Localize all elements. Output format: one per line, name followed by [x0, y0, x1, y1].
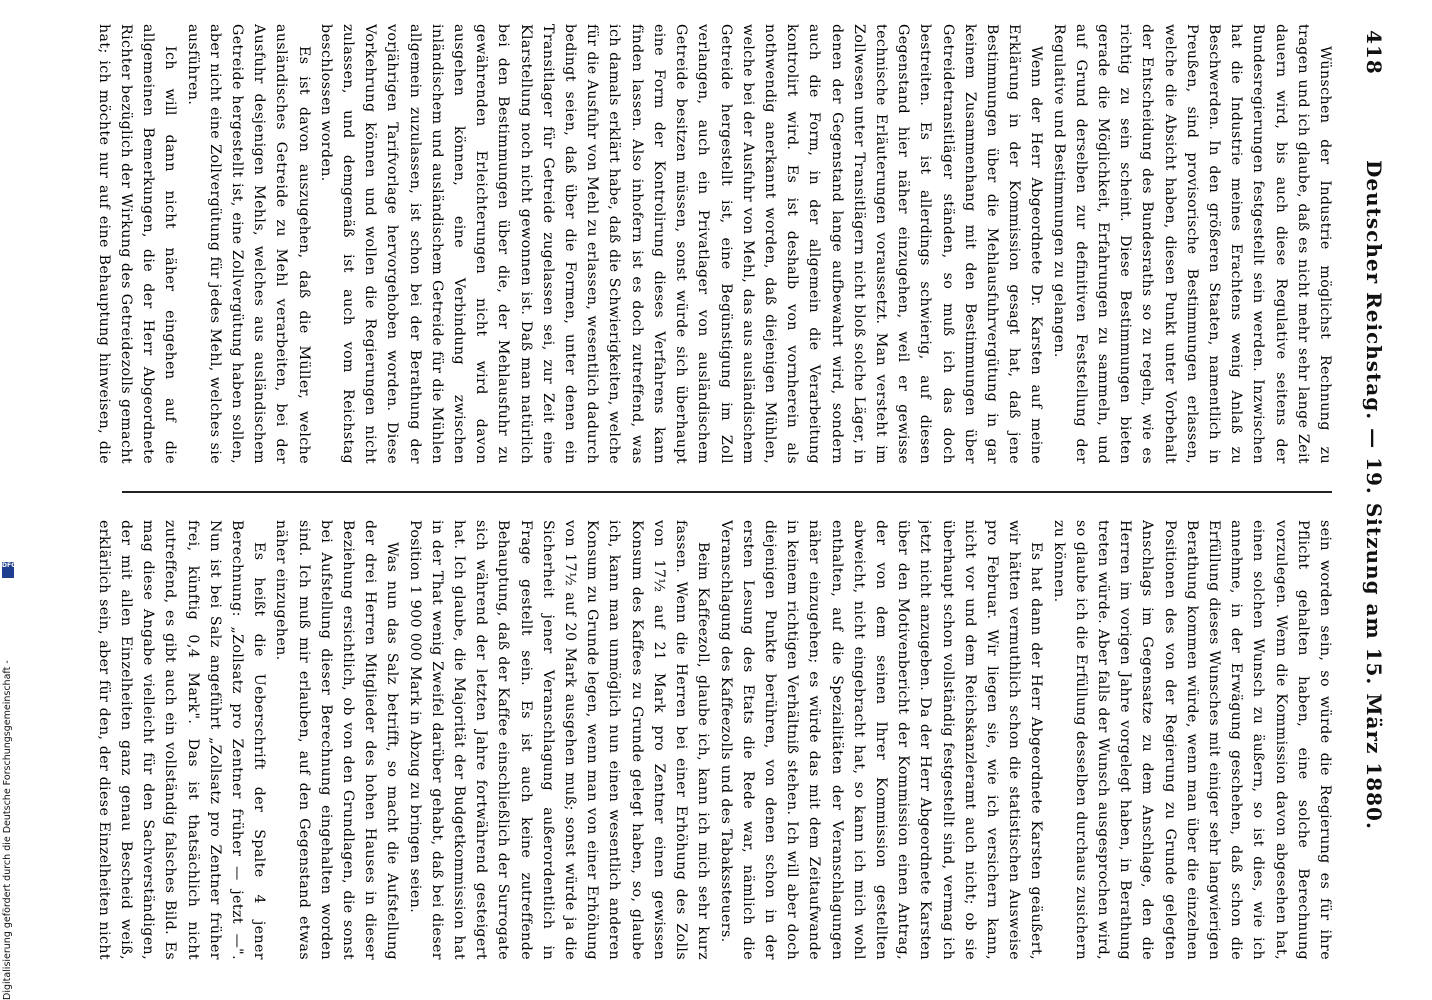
right-column	[96, 520, 1336, 960]
page-header	[1352, 30, 1392, 960]
paragraph: Was nun das Salz betrifft, so macht die Aufstellung der drei Herren Mitglieder des hohen Hauses in dieser Beziehung ersichtlich, ob von den Grundlagen, die sonst bei Aufstellung dieser Berechnung eingehalten worden sind. Ich muß mir erlauben, auf den Gegenstand etwas näher einzugehen.	[273, 520, 401, 960]
paragraph: Es ist davon auszugehen, daß die Müller, welche ausländisches Getreide zu Mehl verarbeiten, bei der Ausfuhr desjenigen Mehls, welches aus ausländischem Getreide hergestellt ist, eine Zollvergütung haben sollen, aber nicht eine Zollvergütung für jedes Mehl, welches sie ausführen.	[184, 24, 312, 464]
document-page	[84, 0, 1416, 1000]
paragraph: Ich will dann nicht näher eingehen auf die allgemeinen Bemerkungen, die der Herr Abgeordnete Richter bezüglich der Wirkung des Getreidezolls gemacht hat; ich möchte nur auf eine Behauptung hinweisen, die	[96, 24, 179, 464]
paragraph: Es hat dann der Herr Abgeordnete Karsten geäußert, wir hätten vermuthlich schon die statistischen Ausweise pro Februar. Wir liegen sie, wie ich versichern kann, nicht vor und dem Reichskanzleramt auch nicht; ob sie überhaupt schon vollständig festgestellt sind, vermag ich jetzt nicht anzugeben. Da der Herr Abgeordnete Karsten über den Motivenbericht der Kommission einen Antrag, der von dem seinen Ihrer Kommission gestellten abweicht, nicht eingebracht hat, so kann ich mich wohl enthalten, auf die Spezialitäten der Veranschlagungen näher einzugehen; es würde das mit dem Zeitaufwande in keinem richtigen Verhältniß stehen. Ich will aber doch diejenigen Punkte berühren, von denen schon in der ersten Lesung des Etats die Rede war, nämlich die Veranschlagung des Kaffeezolls und des Tabakssteuers.	[717, 520, 1045, 960]
paragraph: Wenn der Herr Abgeordnete Dr. Karsten auf meine Erklärung in der Kommission gesagt hat, daß jene Bestimmungen über die Mehlausfuhrvergütung in gar keinem Zusammenhang mit den Bestimmungen über Getreidetransitläger ständen, so muß ich das doch bestreiten. Es ist allerdings schwierig, auf diesen Gegenstand hier näher einzugehen, weil er gewisse technische Erläuterungen voraussetzt. Man versteht im Zollwesen unter Transitlägern nicht bloß solche Läger, in denen der Gegenstand lange aufbewahrt wird, sondern auch die Form, in der allgemein die Verarbeitung kontrolirt wird. Es ist deshalb von vornherein als nothwendig anerkannt worden, daß diejenigen Mühlen, welche bei der Ausfuhr von Mehl, das aus ausländischem Getreide hergestellt ist, eine Begünstigung im Zoll verlangen, auch ein Privatlager von ausländischem Getreide besitzen müssen, sonst würde sich überhaupt eine Form der Kontrolirung dieses Verfahrens kann finden lassen. Also inhofern ist es doch zutreffend, was ich damals erklärt habe, daß die Schwierigkeiten, welche für die Ausfuhr von Mehl zu erlassen, wesentlich dadurch bedingt seien, daß über die Formen, unter denen ein Transitlager für Getreide zugelassen sei, zur Zeit eine Klarstellung noch nicht gewonnen ist. Daß man natürlich bei den Bestimmungen über die, der Mehlausfuhr zu gewährenden Erleichterungen nicht wird davon ausgehen können, eine Verbindung zwischen inländischem und ausländischem Getreide für die Mühlen allgemein zuzulassen, ist schon bei der Berathung der vorjährigen Tarifvorlage hervorgehoben worden. Diese Vorkehrung können und wollen die Regierungen nicht zulassen, und demgemäß ist auch vom Reichstag beschlossen worden.	[317, 24, 1045, 464]
column-divider	[122, 491, 1332, 493]
paragraph: sein worden sein, so würde die Regierung es für ihre Pflicht gehalten haben, eine solche Berechnung vorzulegen. Wenn die Kommission davon abgesehen hat, einen solchen Wunsch zu äußern, so ist dies, wie ich annehme, in der Erwägung geschehen, daß schon die Erfüllung dieses Wunsches mit einiger sehr langwierigen Berathung kommen würde, wenn man über die einzelnen Positionen des von der Regierung zu Grunde gelegten Anschlags im Gegensatze zu dem Anschlage, den die Herren im vorigen Jahre vorgelegt haben, in Berathung treten würde. Aber falls der Wunsch ausgesprochen wird, so glaube ich die Erfüllung desselben durchaus zusichern zu können.	[1050, 520, 1333, 960]
paragraph: Wünschen der Industrie möglichst Rechnung zu tragen und ich glaube, daß es nicht mehr sehr lange Zeit dauern wird, bis auch diese Regulative seitens der Bundesregierungen festgestellt sein werden. Inzwischen hat die Industrie meines Erachtens wenig Anlaß zu Beschwerden. In den größeren Staaten, namentlich in Preußen, sind provisorische Bestimmungen erlassen, welche die Absicht haben, diesen Punkt unter Vorbehalt der Entscheidung des Bundesraths so zu regeln, wie es richtig zu sein scheint. Diese Bestimmungen bieten gerade die Möglichkeit, Erfahrungen zu sammeln, und auf Grund derselben zur definitiven Feststellung der Regulative und Bestimmungen zu gelangen.	[1050, 24, 1333, 464]
left-column	[96, 24, 1336, 464]
footer-credit: Digitalisierung gefördert durch die Deutsche Forschungsgemeinschaft -	[2, 660, 13, 1000]
running-head: Deutscher Reichstag. — 19. Sitzung am 15. März 1880.	[1362, 160, 1386, 830]
page-number: 418	[1362, 30, 1386, 75]
dfg-logo-icon: DFG	[2, 562, 14, 578]
paragraph: Beim Kaffeezoll, glaube ich, kann ich mich sehr kurz fassen. Wenn die Herren bei einer Erhöhung des Zolls von 17½ auf 21 Mark pro Zentner einen gewissen Konsum des Kaffees zu Grunde gelegt haben, so, glaube ich, kann man unmöglich nun einen wesentlich anderen Konsum zu Grunde legen, wenn man von einer Erhöhung von 17½ auf 20 Mark ausgehen muß; sonst würde ja die Sicherheit jener Veranschlagung außerordentlich in Frage gestellt sein. Es ist auch keine zutreffende Behauptung, daß der Kaffee einschließlich der Surrogate sich während der letzten Jahre fortwährend gesteigert hat. Ich glaube, die Majorität der Budgetkommission hat in der That wenig Zweifel darüber gehabt, daß bei dieser Position 1 900 000 Mark in Abzug zu bringen seien.	[406, 520, 712, 960]
paragraph: Es heißt die Ueberschrift der Spalte 4 jener Berechnung: „Zollsatz pro Zentner früher — jetzt —". Nun ist bei Salz angeführt „Zollsatz pro Zentner früher frei, künftig 0,4 Mark". Das ist thatsächlich nicht zutreffend, es gibt auch ein vollständig falsches Bild. Es mag diese Angabe vielleicht für den Sachverständigen, der mit allen Einzelheiten ganz genau Bescheid weiß, erklärlich sein, aber für den, der diese Einzelheiten nicht	[96, 520, 268, 960]
digitization-footer	[2, 562, 17, 1000]
